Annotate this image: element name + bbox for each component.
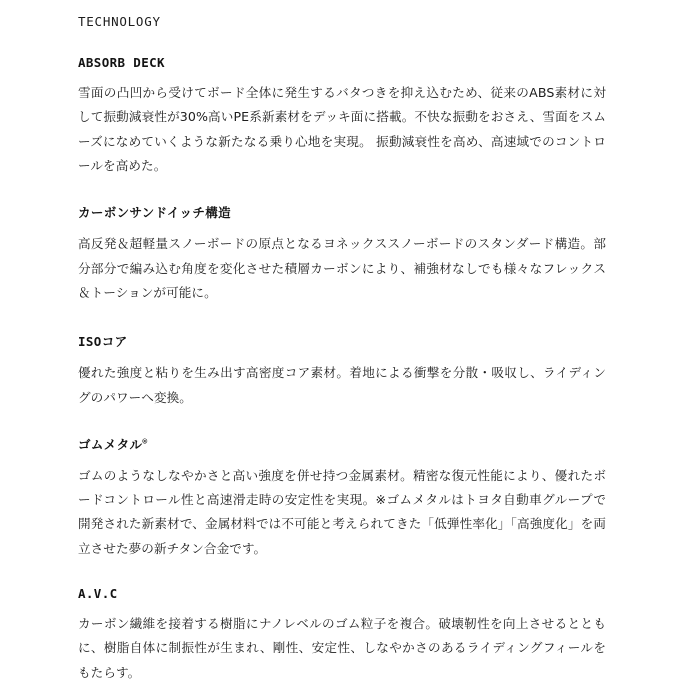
section-body: 優れた強度と粘りを生み出す高密度コア素材。着地による衝撃を分散・吸収し、ライディングのパワーへ変換。 <box>78 365 606 405</box>
section-carbon-sandwich <box>78 203 606 305</box>
section-body: ゴムのようなしなやかさと高い強度を併せ持つ金属素材。精密な復元性能により、優れたボードコントロール性と高速滑走時の安定性を実現。※ゴムメタルはトヨタ自動車グループで開発された新素材で、金属材料では不可能と考えられてきた「低弾性率化」「高強度化」を両立させた夢の新チタン合金です。 <box>78 467 606 556</box>
section-heading <box>78 586 606 601</box>
section-avc <box>78 586 606 685</box>
section-heading-superscript: ® <box>142 436 148 446</box>
section-heading-text: ゴムメタル <box>78 436 143 452</box>
section-body: 雪面の凸凹から受けてボード全体に発生するバタつきを抑え込むため、従来のABS素材に対して振動減衰性が30%高いPE系新素材をデッキ面に搭載。不快な振動をおさえ、雪面をスムーズになめていくような新たなる乗り心地を実現。 振動減衰性を高め、高速域でのコントロールを高めた。 <box>78 85 606 174</box>
section-body: 高反発＆超軽量スノーボードの原点となるヨネックススノーボードのスタンダード構造。部分部分で編み込む角度を変化させた積層カーボンにより、補強材なしでも様々なフレックス＆トーションが可能に。 <box>78 236 606 300</box>
section-body: カーボン繊維を接着する樹脂にナノレベルのゴム粒子を複合。破壊靭性を向上させるとともに、樹脂自体に制振性が生まれ、剛性、安定性、しなやかさのあるライディングフィールをもたらす。 <box>78 616 606 680</box>
section-heading <box>78 435 606 453</box>
section-heading <box>78 332 606 350</box>
page-title: TECHNOLOGY <box>78 14 161 29</box>
section-heading-text: ABSORB DECK <box>78 55 165 71</box>
section-absorb-deck <box>78 55 606 178</box>
section-heading-text: カーボンサンドイッチ構造 <box>78 205 232 221</box>
section-heading-text: ISOコア <box>78 334 128 350</box>
section-heading-text: A.V.C <box>78 586 118 602</box>
section-heading <box>78 55 606 70</box>
section-heading <box>78 203 606 221</box>
section-iso-core <box>78 332 606 410</box>
section-gum-metal <box>78 435 606 561</box>
